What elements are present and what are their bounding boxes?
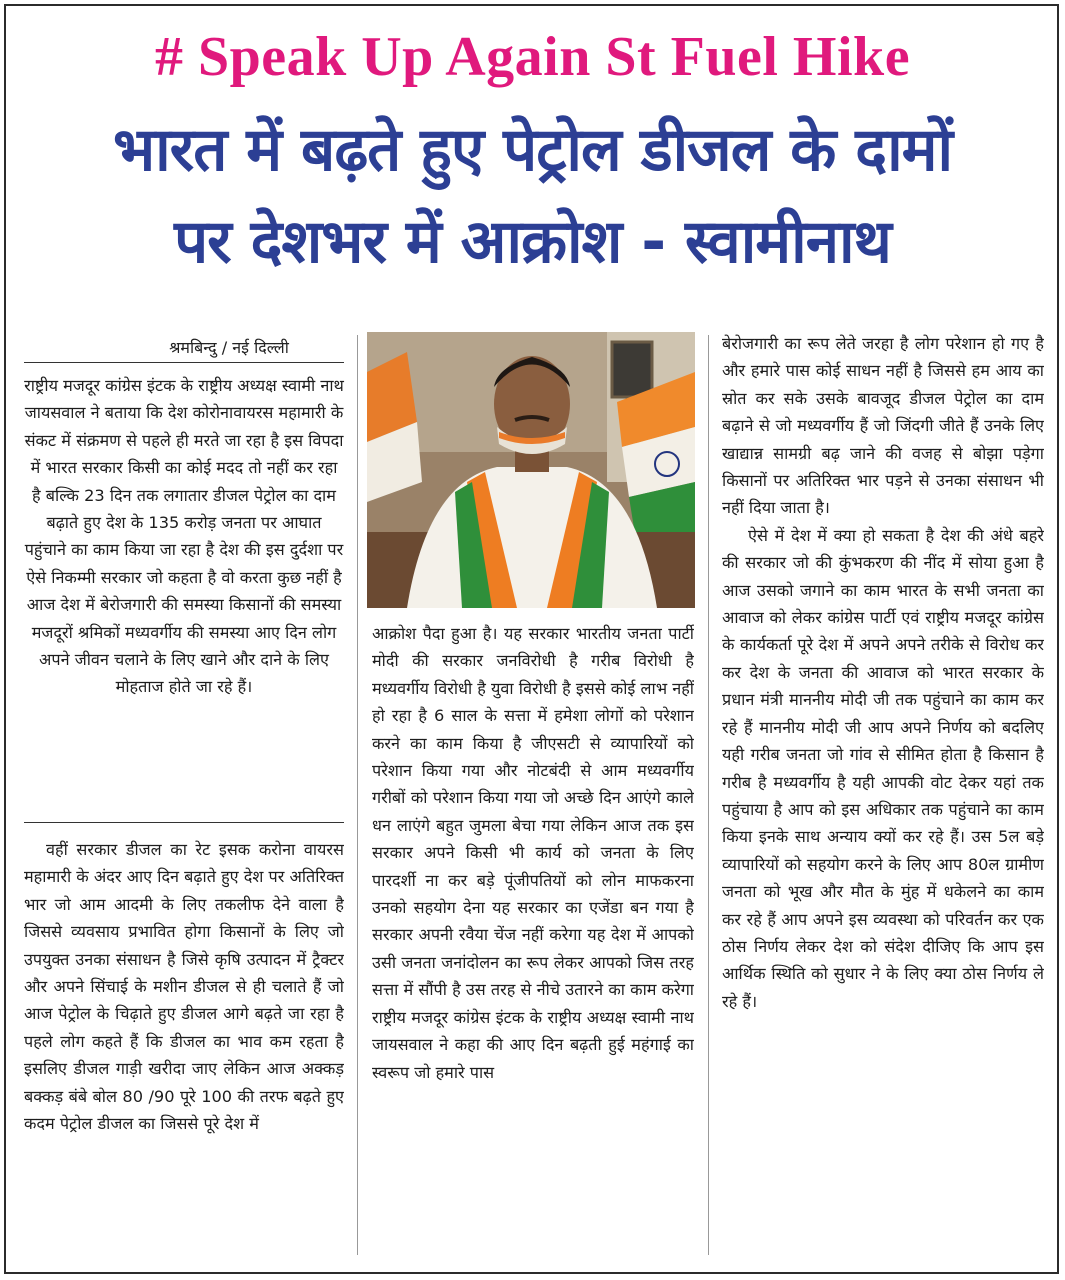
column-2-paragraph: आक्रोश पैदा हुआ है। यह सरकार भारतीय जनता पार्टी मोदी की सरकार जनविरोधी है गरीब विरोधी है मध्यवर्गीय विरोधी है युवा विरोधी है इससे कोई लाभ नहीं हो रहा है 6 साल के सत्ता में हमेशा लोगों को परेशान करने का काम किया है जीएसटी से व्यापारियों को परेशान किया गया और नोटबंदी से आम मध्यवर्गीय गरीबों को परेशान किया गया जो अच्छे दिन आएंगे काले धन लाएंगे बहुत जुमला बेचा गया लेकिन आज तक इस सरकार अपने किसी भी कार्य को जनता के लिए पारदर्शी ना कर बड़े पूंजीपतियों को लोन माफकरना उनको सहयोग देना यह सरकार का एजेंडा बन गया है सरकार अपनी रवैया चेंज नहीं करेगा यह देश में आपको उसी जनता जनांदोलन का रूप लेकर आपको जिस तरह सत्ता में सौंपी है उस तरह से नीचे उतारने का काम करेगा राष्ट्रीय मजदूर कांग्रेस इंटक के राष्ट्रीय अध्यक्ष स्वामी नाथ जायसवाल ने कहा की आए दिन बढ़ती हुई महंगाई का स्वरूप जो हमारे पास (372, 624, 694, 1082)
byline: श्रमबिन्दु / नई दिल्ली (169, 338, 289, 357)
english-headline: # Speak Up Again St Fuel Hike (154, 26, 911, 88)
hindi-headline-line2: पर देशभर में आक्रोश - स्वामीनाथ (174, 207, 891, 277)
intro-column (24, 372, 344, 701)
column-divider-2 (708, 335, 709, 1255)
hindi-headline-line1: भारत में बढ़ते हुए पेट्रोल डीजल के दामों (112, 115, 953, 185)
column-1-paragraph: वहीं सरकार डीजल का रेट इसक करोना वायरस महामारी के अंदर आए दिन बढ़ाते हुए देश पर अतिरिक्त भार जो आम आदमी के लिए तकलीफ देने वाला है जिससे व्यवसाय प्रभावित होगा किसानों के लिए जो उपयुक्त उनका संसाधन है जिसे कृषि उत्पादन में ट्रैक्टर और अपने सिंचाई के मशीन डीजल से ही चलाते हैं जो आज पेट्रोल के चिढ़ाते हुए डीजल आगे बढ़ते जा रहा है पहले लोग कहते हैं कि डीजल का भाव कम रहता है इसलिए डीजल गाड़ी खरीदा जाए लेकिन आज अक्कड़ बक्कड़ बंबे बोल 80 /90 पूरे 100 की तरफ बढ़ते हुए कदम पेट्रोल डीजल का जिससे पूरे देश में (24, 840, 344, 1134)
column-3-paragraph-1: बेरोजगारी का रूप लेते जरहा है लोग परेशान हो गए है और हमारे पास कोई साधन नहीं है जिससे हम आय का स्रोत कर सके उसके बावजूद डीजल पेट्रोल का दाम बढ़ाने से जो मध्यवर्गीय हैं जो जिंदगी जीते हैं उनके लिए खाद्यान्न सामग्री बढ़ जाने की वजह से बोझा पड़ेगा किसानों पर अतिरिक्त भार पड़ने से उनका संसाधन भी नहीं दिया जाता है। (722, 334, 1044, 518)
byline-rule (24, 362, 344, 363)
photo-illustration (367, 332, 695, 608)
column-divider-1 (357, 335, 358, 1255)
column-1 (24, 836, 344, 1256)
column-3-paragraph-2: ऐसे में देश में क्या हो सकता है देश की अंधे बहरे की सरकार जो की कुंभकरण की नींद में सोया हुआ है आज उसको जगाने का काम भारत के सभी जनता का आवाज को लेकर कांग्रेस पार्टी एवं राष्ट्रीय मजदूर कांग्रेस के कार्यकर्ता पूरे देश में अपने अपने तरीके से विरोध कर कर देश के जनता की आवाज को भारत सरकार के प्रधान मंत्री माननीय मोदी जी तक पहुंचाने का काम कर रहे हैं माननीय मोदी जी आप अपने निर्णय को बदलिए यही गरीब जनता जो गांव से सीमित होता है किसान है गरीब है मध्यवर्गीय है यही आपकी वोट देकर यहां तक पहुंचाया है आप को इस अधिकार तक पहुंचाने का काम किया इनके साथ अन्याय क्यों कर रहे हैं। उस 5ल बड़े व्यापारियों को सहयोग करने के लिए आप 80ल ग्रामीण जनता को भूख और मौत के मुंह में धकेलने का काम कर रहे हैं आप अपने इस व्यवस्था को परिवर्तन कर एक ठोस निर्णय लेकर देश को संदेश दीजिए कि आप इस आर्थिक स्थिति को सुधार ने के लिए क्या ठोस निर्णय ले रहे हैं। (722, 525, 1044, 1011)
intro-rule (24, 822, 344, 823)
intro-paragraph: राष्ट्रीय मजदूर कांग्रेस इंटक के राष्ट्रीय अध्यक्ष स्वामी नाथ जायसवाल ने बताया कि देश कोरोनावायरस महामारी के संकट में संक्रमण से पहले ही मरते जा रहा है इस विपदा में भारत सरकार किसी का कोई मदद तो नहीं कर रहा है बल्कि 23 दिन तक लगातार डीजल पेट्रोल का दाम बढ़ाते हुए देश के 135 करोड़ जनता पर आघात पहुंचाने का काम किया जा रहा है देश की इस दुर्दशा पर ऐसे निकम्मी सरकार जो कहता है वो करता कुछ नहीं है आज देश में बेरोजगारी की समस्या किसानों की समस्या मजदूरों श्रमिकों मध्यवर्गीय की समस्या आए दिन लोग अपने जीवन चलाने के लिए खाने और दाने के लिए मोहताज होते जा रहे हैं। (24, 376, 344, 697)
column-2 (372, 620, 694, 1260)
article-photo (367, 332, 695, 608)
column-3 (722, 330, 1044, 1260)
